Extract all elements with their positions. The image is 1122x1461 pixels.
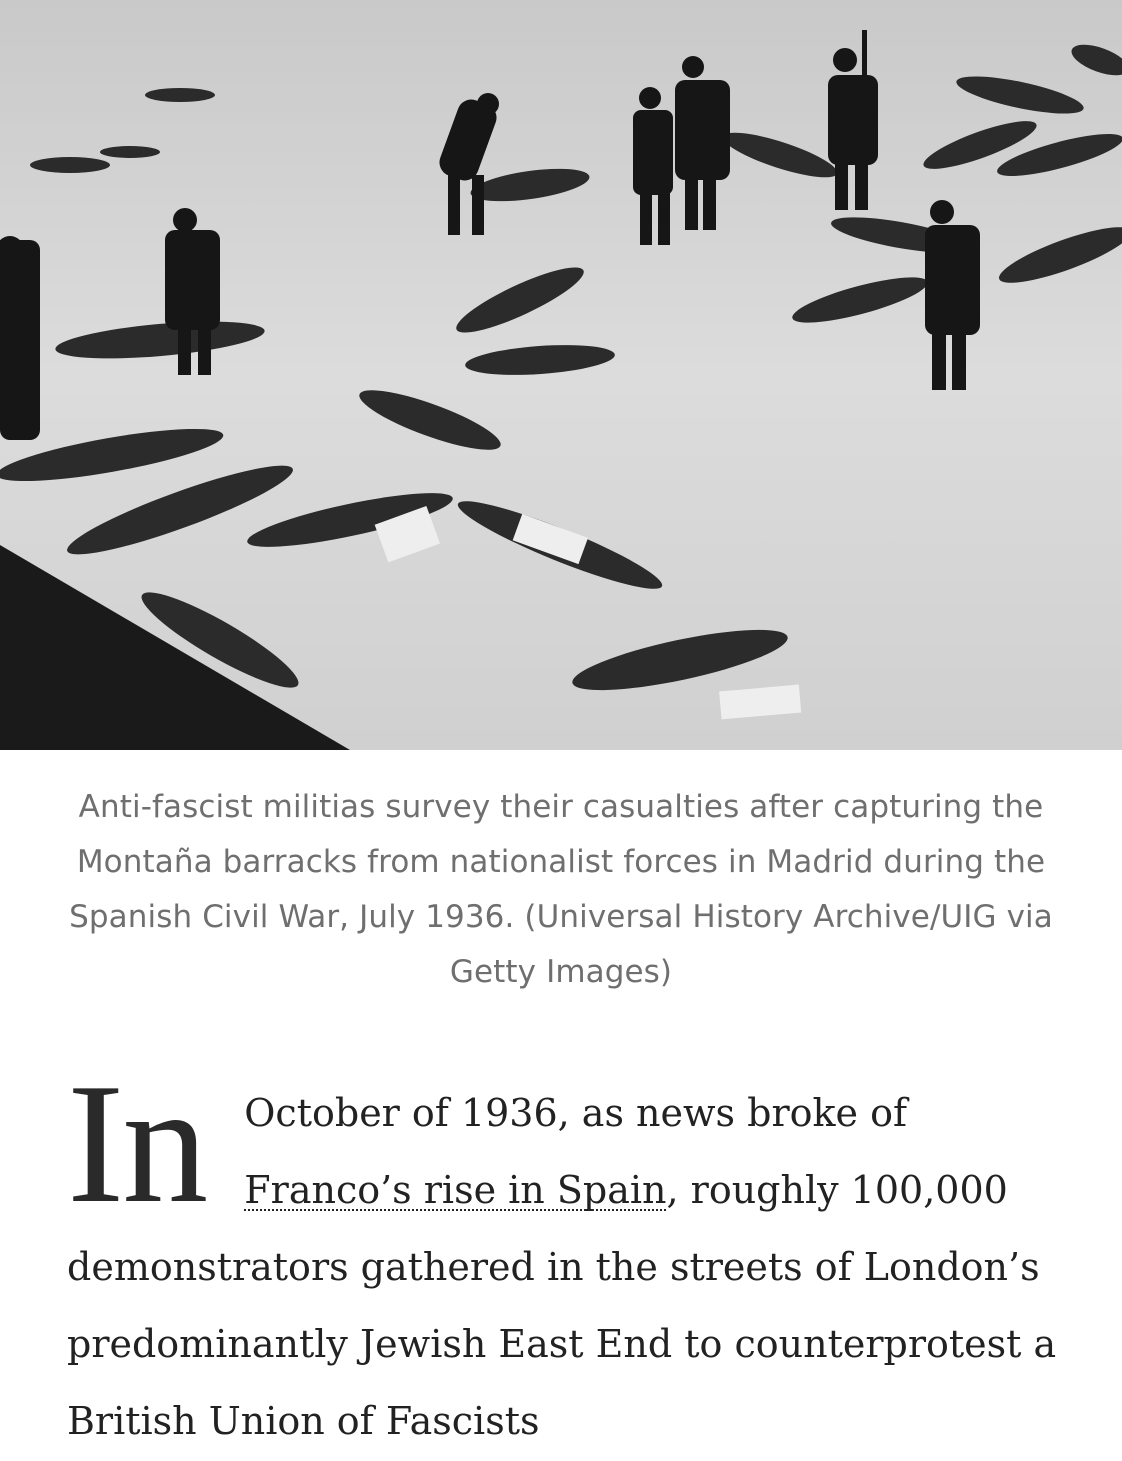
- drop-cap: In: [67, 1049, 207, 1239]
- franco-rise-link[interactable]: Franco’s rise in Spain: [244, 1168, 667, 1212]
- photo-caption: Anti-fascist militias survey their casualties after capturing the Montaña barracks from nationalist forces in Madrid during the Spanish Civil War, July 1936. (Universal History Archive/UIG via Getty Images): [69, 789, 1053, 990]
- article-body: [67, 1049, 1057, 1460]
- paragraph-text-end: , roughly 100,000 demonstrators gathered in the streets of London’s predominantly Jewish East End to counterprotest a British Union of Fascists: [67, 1168, 1057, 1443]
- paragraph-text-start: October of 1936, as news broke of: [244, 1091, 908, 1135]
- article-paragraph: [67, 1049, 1057, 1460]
